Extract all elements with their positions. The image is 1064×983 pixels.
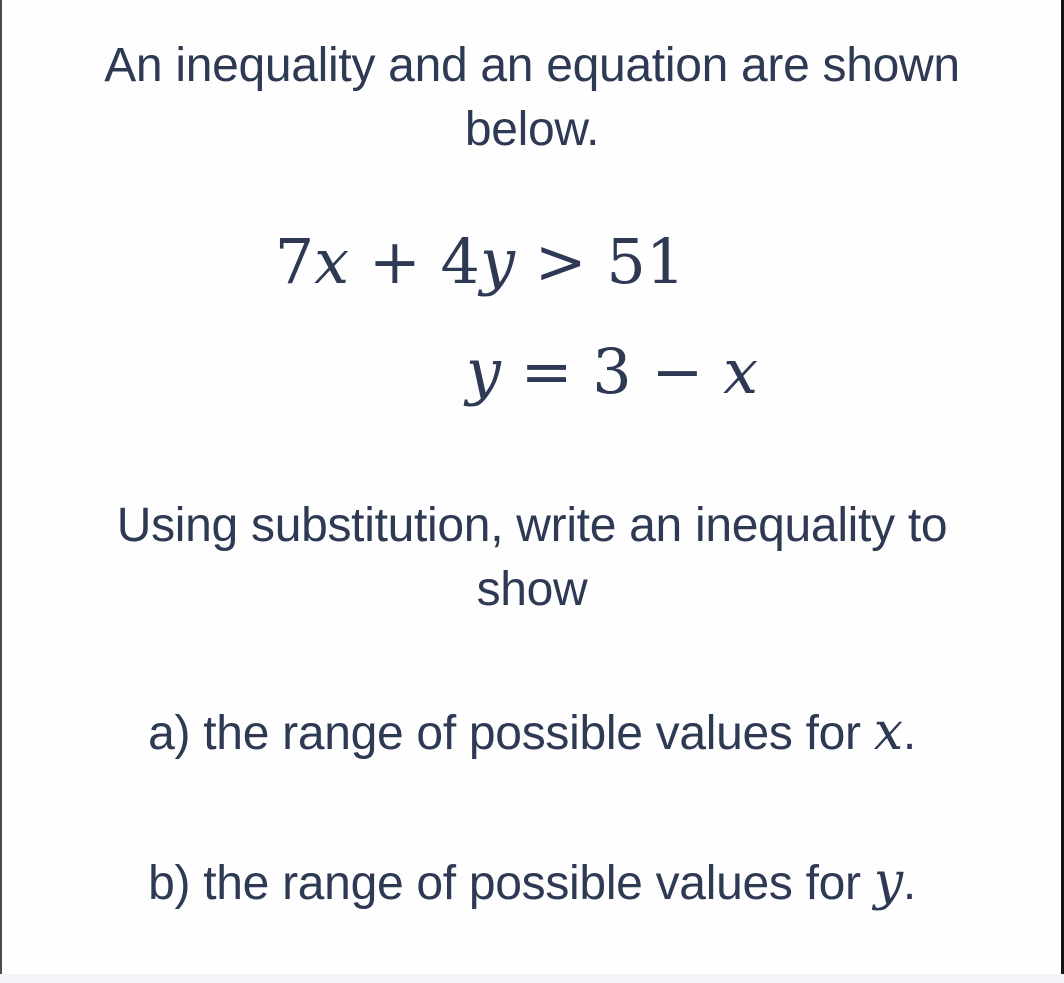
- equation-inequality: [0, 224, 1012, 300]
- part-a: [0, 698, 1064, 768]
- period: .: [902, 857, 916, 910]
- variable-y: y: [465, 335, 501, 408]
- part-b: [0, 848, 1064, 918]
- variable-x: x: [314, 225, 350, 298]
- coefficient: 4: [440, 225, 480, 298]
- bottom-scroll-track: [0, 974, 1064, 983]
- part-a-label: a): [148, 707, 191, 760]
- equation-substitution: [80, 334, 1064, 410]
- intro-line-2: below.: [464, 103, 600, 156]
- left-edge-border: [0, 0, 2, 974]
- instruction-line-2: show: [476, 563, 588, 616]
- minus-operator: −: [651, 335, 704, 408]
- part-b-label: b): [148, 857, 191, 910]
- intro-text: [0, 34, 1064, 162]
- variable-x: x: [723, 335, 759, 408]
- period: .: [902, 707, 916, 760]
- constant: 51: [606, 225, 686, 298]
- variable-x: x: [873, 702, 903, 762]
- equals-symbol: =: [520, 335, 573, 408]
- constant: 3: [592, 335, 632, 408]
- greater-than-symbol: >: [534, 225, 587, 298]
- intro-line-1: An inequality and an equation are shown: [104, 39, 960, 92]
- part-b-text: the range of possible values for: [203, 857, 861, 910]
- part-a-text: the range of possible values for: [203, 707, 861, 760]
- coefficient: 7: [274, 225, 315, 298]
- variable-y: y: [873, 852, 903, 912]
- plus-operator: +: [368, 225, 421, 298]
- instruction-line-1: Using substitution, write an inequality to: [116, 499, 948, 552]
- variable-y: y: [479, 225, 515, 298]
- instruction-text: [0, 494, 1064, 622]
